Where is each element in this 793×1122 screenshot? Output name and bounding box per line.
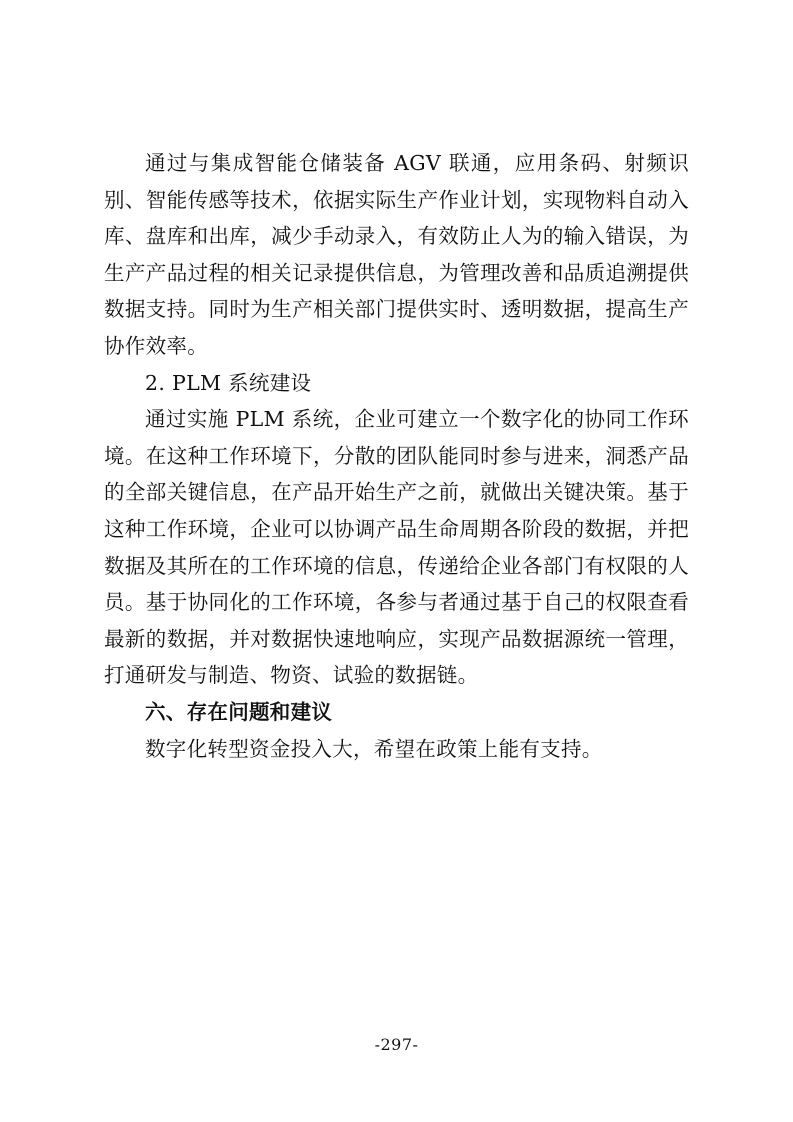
page-number: -297- — [374, 1035, 419, 1054]
section-heading-issues-suggestions: 六、存在问题和建议 — [145, 699, 333, 724]
paragraph-funding-request: 数字化转型资金投入大，希望在政策上能有支持。 — [145, 736, 603, 761]
document-body — [104, 145, 689, 767]
paragraph-agv-integration: 通过与集成智能仓储装备 AGV 联通，应用条码、射频识别、智能传感等技术，依据实际生产作业计划，实现物料自动入库、盘库和出库，减少手动录入，有效防止人为的输入错误，为生产产品过程的相关记录提供信息，为管理改善和品质追溯提供数据支持。同时为生产相关部门提供实时、透明数据，提高生产协作效率。 — [104, 151, 689, 358]
subheading-plm-system: 2. PLM 系统建设 — [145, 370, 312, 395]
paragraph-plm-description: 通过实施 PLM 系统，企业可建立一个数字化的协同工作环境。在这种工作环境下，分散的团队能同时参与进来，洞悉产品的全部关键信息，在产品开始生产之前，就做出关键决策。基于这种工作环境，企业可以协调产品生命周期各阶段的数据，并把数据及其所在的工作环境的信息，传递给企业各部门有权限的人员。基于协同化的工作环境，各参与者通过基于自己的权限查看最新的数据，并对数据快速地响应，实现产品数据源统一管理，打通研发与制造、物资、试验的数据链。 — [104, 407, 689, 688]
